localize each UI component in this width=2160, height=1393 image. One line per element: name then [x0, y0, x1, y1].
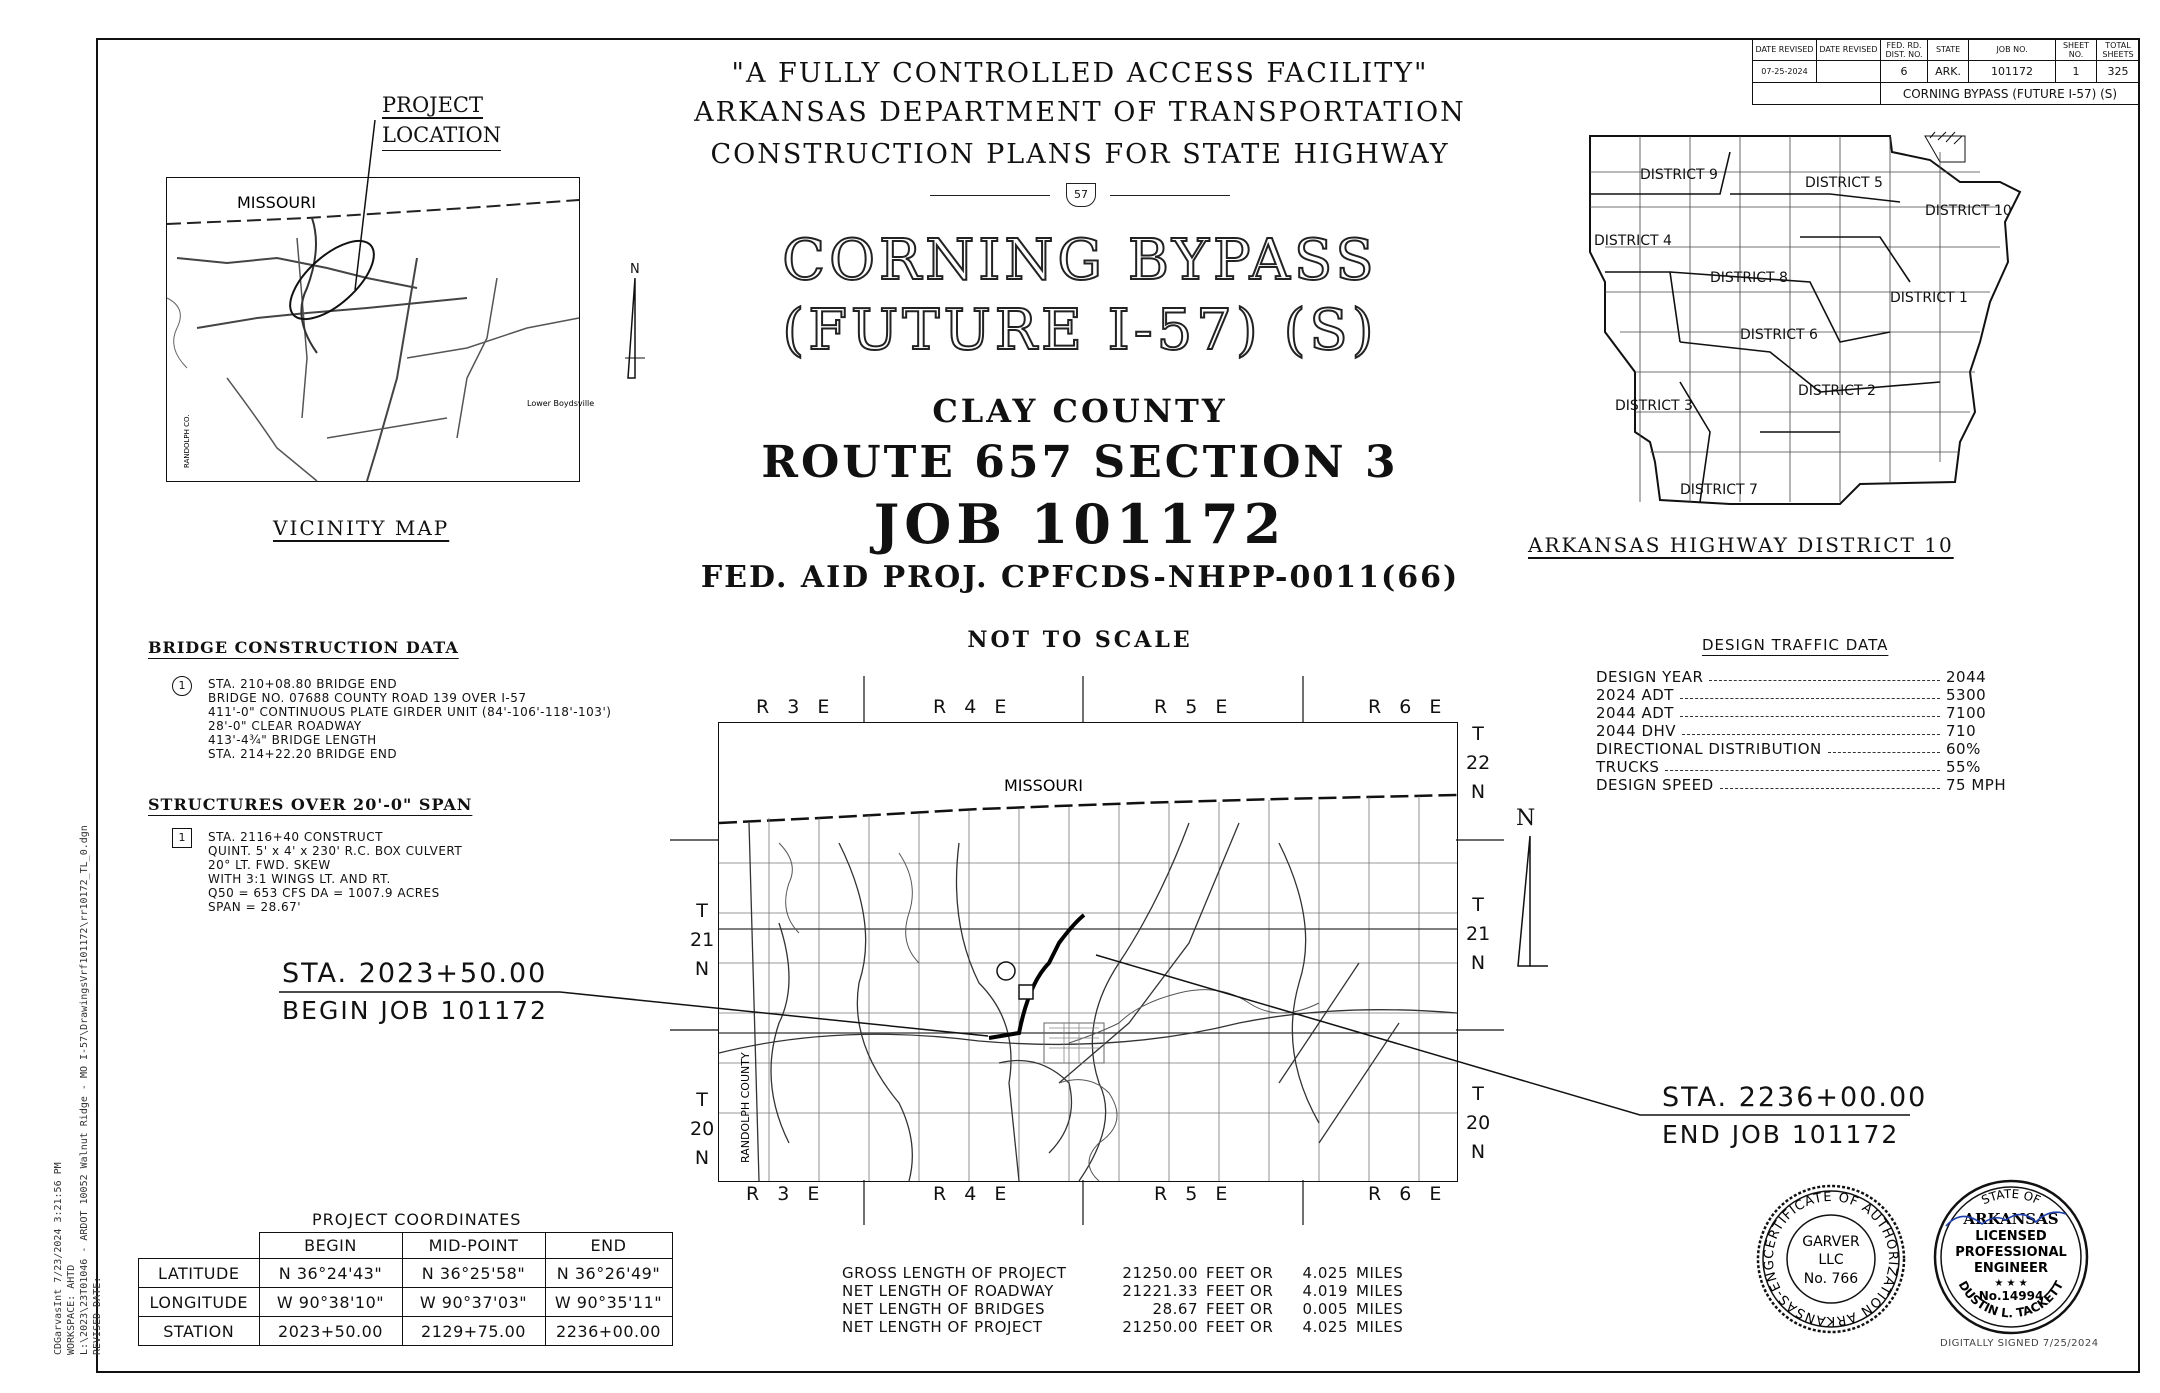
- header-line-1: "A FULLY CONTROLLED ACCESS FACILITY": [731, 58, 1429, 89]
- traffic-row: [1596, 776, 2016, 794]
- length-feet: 21250.00: [1122, 1318, 1198, 1336]
- margin-line-2: WORKSPACE: AHTD: [66, 1264, 77, 1355]
- header-line-3: CONSTRUCTION PLANS FOR STATE HIGHWAY: [710, 139, 1450, 170]
- garver-llc: LLC: [1818, 1252, 1844, 1268]
- traffic-value: 5300: [1946, 686, 1987, 704]
- tb-h0: DATE REVISED: [1753, 39, 1817, 61]
- north-arrow-icon: [628, 278, 635, 378]
- length-miles: 4.019: [1302, 1282, 1348, 1300]
- structure-line: Q50 = 653 CFS DA = 1007.9 ACRES: [208, 886, 440, 900]
- job-number: JOB 101172: [873, 492, 1287, 556]
- district-7-label: DISTRICT 7: [1680, 482, 1758, 498]
- township-t20-right: [1466, 1080, 1490, 1167]
- not-to-scale: NOT TO SCALE: [967, 627, 1193, 653]
- township-t21-left: [690, 897, 714, 984]
- engineer-line-4: ENGINEER: [1974, 1261, 2048, 1276]
- project-location-line-1: PROJECT: [382, 93, 483, 117]
- coord-col-begin: BEGIN: [259, 1233, 402, 1259]
- coordinates-caption: PROJECT COORDINATES: [312, 1210, 522, 1229]
- garver-seal-graphic: [1756, 1184, 1906, 1334]
- coord-cell: 2129+75.00: [402, 1317, 545, 1346]
- bridge-line: STA. 214+22.20 BRIDGE END: [208, 747, 398, 761]
- coord-cell: W 90°37'03": [402, 1288, 545, 1317]
- tb-v5: 1: [2056, 61, 2097, 83]
- bridge-location-marker: [997, 962, 1015, 980]
- township-t: T: [696, 1089, 708, 1111]
- main-north-label: N: [1516, 806, 1536, 831]
- engineer-line-3: PROFESSIONAL: [1955, 1245, 2067, 1260]
- traffic-label: 2044 ADT: [1596, 704, 1674, 722]
- traffic-table: [1596, 668, 2016, 794]
- project-map-graphic: [719, 723, 1457, 1181]
- traffic-row: [1596, 722, 2016, 740]
- traffic-value: 75 MPH: [1946, 776, 2007, 794]
- end-station-label: STA. 2236+00.00: [1662, 1082, 1928, 1113]
- lengths-table: [842, 1264, 1403, 1336]
- garver-seal: [1756, 1184, 1906, 1334]
- range-label: R 3 E: [746, 1183, 826, 1205]
- range-label: R 5 E: [1154, 696, 1234, 718]
- length-miles: 4.025: [1302, 1264, 1348, 1282]
- length-row: [842, 1264, 1403, 1282]
- township-number: 20: [690, 1118, 715, 1140]
- length-units-feet: FEET OR: [1206, 1300, 1274, 1318]
- range-label: R 5 E: [1154, 1183, 1234, 1205]
- district-2-label: DISTRICT 2: [1798, 383, 1876, 399]
- structure-line: WITH 3:1 WINGS LT. AND RT.: [208, 872, 391, 886]
- length-units-feet: FEET OR: [1206, 1264, 1274, 1282]
- structures-lines: [208, 830, 462, 914]
- traffic-row: [1596, 740, 2016, 758]
- main-north-arrow: [1512, 806, 1552, 976]
- length-label: GROSS LENGTH OF PROJECT: [842, 1264, 1067, 1282]
- margin-file-info: [52, 825, 104, 1355]
- bridge-data-heading: BRIDGE CONSTRUCTION DATA: [148, 638, 459, 657]
- engineer-name: DUSTIN L. TACKETT: [1955, 1278, 2067, 1321]
- district-10-label: DISTRICT 10: [1925, 203, 2012, 219]
- traffic-label: DESIGN SPEED: [1596, 776, 1714, 794]
- traffic-label: DIRECTIONAL DISTRIBUTION: [1596, 740, 1822, 758]
- bridge-line: 28'-0" CLEAR ROADWAY: [208, 719, 362, 733]
- route-section: ROUTE 657 SECTION 3: [761, 437, 1399, 488]
- tb-h6: TOTAL SHEETS: [2096, 39, 2139, 61]
- traffic-value: 710: [1946, 722, 1977, 740]
- margin-line-3: L:\2023\23T01046 - ARDOT 10052 Walnut Ridge - MO I-57\DrawingsVrf101172\rr10172_TL_0.dgn: [79, 825, 90, 1355]
- structure-line: 20° LT. FWD. SKEW: [208, 858, 331, 872]
- length-units-miles: MILES: [1356, 1318, 1404, 1336]
- township-number: 21: [690, 929, 715, 951]
- traffic-label: TRUCKS: [1596, 758, 1660, 776]
- traffic-row: [1596, 758, 2016, 776]
- length-row: [842, 1300, 1403, 1318]
- traffic-heading: DESIGN TRAFFIC DATA: [1702, 636, 1889, 654]
- engineer-stars: ★ ★ ★: [1994, 1278, 2028, 1289]
- begin-job-label: BEGIN JOB 101172: [282, 996, 548, 1025]
- bridge-marker-number: 1: [178, 679, 186, 692]
- township-number: 20: [1466, 1112, 1491, 1134]
- length-units-feet: FEET OR: [1206, 1282, 1274, 1300]
- length-label: NET LENGTH OF PROJECT: [842, 1318, 1043, 1336]
- tb-h5: SHEET NO.: [2056, 39, 2097, 61]
- coord-col-end: END: [545, 1233, 672, 1259]
- tb-v4: 101172: [1969, 61, 2056, 83]
- engineer-seal: [1932, 1178, 2090, 1336]
- structures-heading: STRUCTURES OVER 20'-0" SPAN: [148, 795, 473, 814]
- range-label: R 6 E: [1368, 696, 1448, 718]
- length-miles: 4.025: [1302, 1318, 1348, 1336]
- begin-station-label: STA. 2023+50.00: [282, 958, 548, 989]
- traffic-label: 2044 DHV: [1596, 722, 1677, 740]
- coord-cell: 2236+00.00: [545, 1317, 672, 1346]
- length-row: [842, 1282, 1403, 1300]
- district-3-label: DISTRICT 3: [1615, 398, 1693, 414]
- coordinates-table: [138, 1232, 673, 1346]
- garver-number: No. 766: [1803, 1271, 1859, 1287]
- tb-h1: DATE REVISED: [1816, 39, 1880, 61]
- tb-v6: 325: [2096, 61, 2139, 83]
- coord-cell: W 90°35'11": [545, 1288, 672, 1317]
- tb-v2: 6: [1880, 61, 1927, 83]
- tb-h4: JOB NO.: [1969, 39, 2056, 61]
- vicinity-town-label: Lower Boydsville: [527, 399, 595, 408]
- traffic-value: 60%: [1946, 740, 1981, 758]
- bridge-data-lines: [208, 677, 611, 761]
- vicinity-north-arrow: [620, 262, 650, 382]
- engineer-license-number: No.14994: [1978, 1289, 2044, 1303]
- bridge-marker: [172, 676, 192, 696]
- district-8-label: DISTRICT 8: [1710, 270, 1788, 286]
- structure-line: QUINT. 5' x 4' x 230' R.C. BOX CULVERT: [208, 844, 463, 858]
- coord-cell: N 36°25'58": [402, 1259, 545, 1288]
- district-4-label: DISTRICT 4: [1594, 233, 1672, 249]
- vicinity-state-label: MISSOURI: [237, 193, 316, 212]
- length-units-feet: FEET OR: [1206, 1318, 1274, 1336]
- range-label: R 3 E: [756, 696, 836, 718]
- traffic-row: [1596, 686, 2016, 704]
- vicinity-map-caption: VICINITY MAP: [273, 516, 450, 540]
- township-n: N: [694, 1147, 710, 1169]
- project-location-line-2: LOCATION: [382, 120, 501, 151]
- range-label: R 4 E: [933, 1183, 1013, 1205]
- township-t21-right: [1466, 891, 1490, 978]
- township-t: T: [1472, 894, 1484, 916]
- margin-line-4: REVISED DATE:: [92, 1276, 103, 1355]
- township-n: N: [1470, 781, 1486, 803]
- bridge-line: STA. 210+08.80 BRIDGE END: [208, 677, 398, 691]
- traffic-value: 7100: [1946, 704, 1987, 722]
- range-labels-bottom: [718, 1183, 1456, 1207]
- district-map-caption: ARKANSAS HIGHWAY DISTRICT 10: [1528, 533, 1954, 557]
- length-feet: 21250.00: [1122, 1264, 1198, 1282]
- length-row: [842, 1318, 1403, 1336]
- engineer-state-of: STATE OF: [1979, 1186, 2043, 1208]
- structure-marker-number: 1: [178, 831, 186, 844]
- length-feet: 21221.33: [1122, 1282, 1198, 1300]
- main-map-state-label: MISSOURI: [1004, 776, 1083, 795]
- length-units-miles: MILES: [1356, 1300, 1404, 1318]
- township-t: T: [1472, 723, 1484, 745]
- district-map-graphic: [1580, 132, 2020, 532]
- length-feet: 28.67: [1152, 1300, 1198, 1318]
- vicinity-north-label: N: [630, 262, 640, 277]
- coord-cell: 2023+50.00: [259, 1317, 402, 1346]
- township-n: N: [694, 958, 710, 980]
- garver-ring-text: CERTIFICATE OF AUTHORIZATION ARKANSAS-ENG: [1761, 1189, 1901, 1329]
- township-t: T: [696, 900, 708, 922]
- traffic-value: 2044: [1946, 668, 1987, 686]
- tb-h2: FED. RD. DIST. NO.: [1880, 39, 1927, 61]
- structure-line: SPAN = 28.67': [208, 900, 302, 914]
- structure-line: STA. 2116+40 CONSTRUCT: [208, 830, 383, 844]
- digitally-signed: DIGITALLY SIGNED 7/25/2024: [1940, 1338, 2099, 1349]
- project-map: [718, 722, 1458, 1182]
- vicinity-county-label: RANDOLPH CO.: [183, 414, 191, 468]
- district-1-label: DISTRICT 1: [1890, 290, 1968, 306]
- coord-cell: N 36°26'49": [545, 1259, 672, 1288]
- culvert-location-marker: [1019, 985, 1033, 999]
- township-number: 22: [1466, 752, 1491, 774]
- tb-project-name: CORNING BYPASS (FUTURE I-57) (S): [1880, 83, 2139, 105]
- shield-divider: [930, 183, 1230, 207]
- length-units-miles: MILES: [1356, 1282, 1404, 1300]
- shield-number: 57: [1074, 188, 1088, 201]
- margin-line-1: CDGarvasInt 7/23/2024 3:21:56 PM: [53, 1162, 64, 1355]
- tb-v0: 07-25-2024: [1753, 61, 1817, 83]
- length-label: NET LENGTH OF ROADWAY: [842, 1282, 1054, 1300]
- project-title-1: CORNING BYPASS: [782, 228, 1378, 293]
- tb-v3: ARK.: [1928, 61, 1969, 83]
- project-title-2: (FUTURE I-57) (S): [782, 298, 1378, 363]
- range-label: R 6 E: [1368, 1183, 1448, 1205]
- end-job-label: END JOB 101172: [1662, 1120, 1900, 1149]
- tb-h3: STATE: [1928, 39, 1969, 61]
- traffic-label: DESIGN YEAR: [1596, 668, 1704, 686]
- header-line-2: ARKANSAS DEPARTMENT OF TRANSPORTATION: [694, 97, 1466, 128]
- traffic-value: 55%: [1946, 758, 1981, 776]
- district-map: [1580, 132, 2020, 532]
- length-units-miles: MILES: [1356, 1264, 1404, 1282]
- bridge-line: 411'-0" CONTINUOUS PLATE GIRDER UNIT (84'-106'-118'-103'): [208, 705, 612, 719]
- coord-row-label: LATITUDE: [139, 1259, 260, 1288]
- district-9-label: DISTRICT 9: [1640, 167, 1718, 183]
- district-6-label: DISTRICT 6: [1740, 327, 1818, 343]
- length-label: NET LENGTH OF BRIDGES: [842, 1300, 1045, 1318]
- bridge-line: BRIDGE NO. 07688 COUNTY ROAD 139 OVER I-57: [208, 691, 527, 705]
- township-t: T: [1472, 1083, 1484, 1105]
- engineer-seal-graphic: [1932, 1178, 2090, 1336]
- coord-cell: W 90°38'10": [259, 1288, 402, 1317]
- coord-row-label: STATION: [139, 1317, 260, 1346]
- district-5-label: DISTRICT 5: [1805, 175, 1883, 191]
- north-arrow-icon: [1518, 836, 1530, 966]
- township-n: N: [1470, 1141, 1486, 1163]
- fed-aid-project: FED. AID PROJ. CPFCDS-NHPP-0011(66): [700, 560, 1460, 595]
- engineer-line-2: LICENSED: [1975, 1229, 2047, 1244]
- traffic-row: [1596, 704, 2016, 722]
- township-n: N: [1470, 952, 1486, 974]
- engineer-line-1: ARKANSAS: [1963, 1210, 2059, 1228]
- traffic-label: 2024 ADT: [1596, 686, 1674, 704]
- coord-col-mid: MID-POINT: [402, 1233, 545, 1259]
- interstate-shield-icon: [1066, 183, 1096, 207]
- county-name: CLAY COUNTY: [932, 392, 1228, 430]
- bridge-line: 413'-4¾" BRIDGE LENGTH: [208, 733, 377, 747]
- township-t20-left: [690, 1086, 714, 1173]
- traffic-row: [1596, 668, 2016, 686]
- main-map-county-label: RANDOLPH COUNTY: [739, 1052, 752, 1163]
- structure-marker: [172, 828, 192, 848]
- coord-row-label: LONGITUDE: [139, 1288, 260, 1317]
- township-number: 21: [1466, 923, 1491, 945]
- range-label: R 4 E: [933, 696, 1013, 718]
- garver-name: GARVER: [1802, 1234, 1860, 1250]
- length-miles: 0.005: [1302, 1300, 1348, 1318]
- coord-cell: N 36°24'43": [259, 1259, 402, 1288]
- range-labels-top: [718, 696, 1456, 720]
- township-t22-right: [1466, 720, 1490, 807]
